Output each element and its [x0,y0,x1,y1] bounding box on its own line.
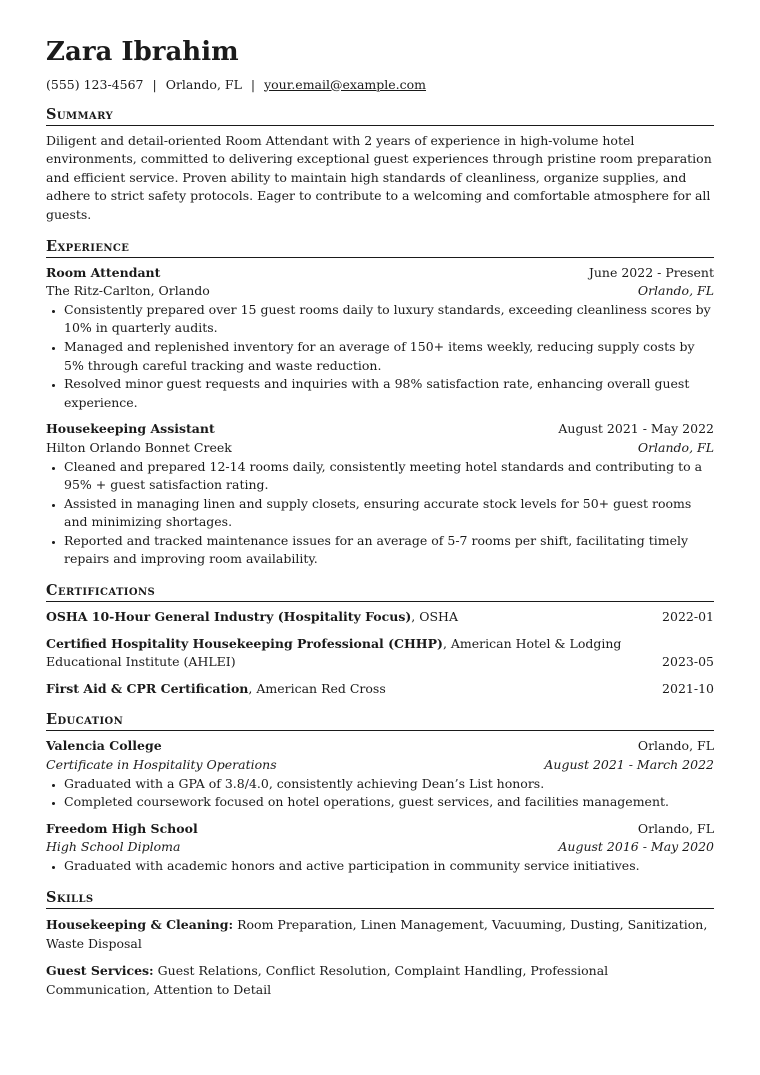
job-bullets [46,301,714,413]
school-name: Valencia College [46,738,162,754]
skill-category: Housekeeping & Cleaning: [46,916,234,932]
job-location: Orlando, FL [637,439,714,455]
job-role: Housekeeping Assistant [46,421,215,437]
experience-section [46,238,714,570]
job-dates: August 2021 - May 2022 [558,421,714,437]
location: Orlando, FL [165,76,242,92]
section-heading-skills: Skills [46,889,714,909]
skill-group [46,915,714,953]
contact-line [46,77,714,92]
job-bullets [46,458,714,570]
bullet-item: • Assisted in managing linen and supply closets, ensuring accurate stock levels for 50+ guest rooms and minimizing shortages. [64,495,714,532]
section-heading-experience: Experience [46,238,714,258]
education-section [46,711,714,875]
certification-item [46,635,714,672]
bullet-item: • Completed coursework focused on hotel operations, guest services, and facilities management. [64,793,714,812]
education-bullets [46,775,714,812]
certification-item [46,608,714,627]
school-name: Freedom High School [46,820,198,836]
section-heading-education: Education [46,711,714,731]
separator: | [152,76,157,92]
degree: High School Diploma [46,839,181,855]
education-dates: August 2021 - March 2022 [544,757,714,773]
certification-date: 2021-10 [662,680,714,696]
bullet-item: • Graduated with academic honors and active participation in community service initiatives. [64,857,714,876]
certification-name: Certified Hospitality Housekeeping Professional (CHHP) [46,635,443,651]
certification-date: 2022-01 [662,609,714,625]
job-entry [46,420,714,569]
education-bullets [46,857,714,876]
certifications-section [46,582,714,698]
school-location: Orlando, FL [637,738,714,754]
candidate-name: Zara Ibrahim [46,37,239,67]
phone: (555) 123-4567 [46,76,144,92]
bullet-item: • Managed and replenished inventory for an average of 150+ items weekly, reducing supply costs by 5% through careful tracking and waste reduction. [64,338,714,375]
summary-text: Diligent and detail-oriented Room Attendant with 2 years of experience in high-volume hotel environments, committed to delivering exceptional guest experiences through pristine room preparation and efficient service. Proven ability to maintain high standards of cleanliness, organize supplies, and adhere to strict safety protocols. Eager to contribute to a welcoming and comfortable atmosphere for all guests. [46,132,712,222]
skill-items: Guest Relations, Conflict Resolution, Complaint Handling, Professional Communication, Attention to Detail [46,962,609,997]
skill-category: Guest Services: [46,962,154,978]
separator: | [250,76,256,92]
certification-date: 2023-05 [662,654,714,670]
job-dates: June 2022 - Present [588,264,714,280]
certification-issuer: , American Hotel & Lodging Educational Institute (AHLEI) [46,635,622,670]
skill-items: Room Preparation, Linen Management, Vacuuming, Dusting, Sanitization, Waste Disposal [46,916,708,951]
bullet-item: • Reported and tracked maintenance issues for an average of 5-7 rooms per shift, facilitating timely repairs and improving room availability. [64,532,714,569]
job-company: The Ritz-Carlton, Orlando [46,283,210,299]
skills-section [46,889,714,999]
job-entry [46,264,714,413]
bullet-item: • Consistently prepared over 15 guest rooms daily to luxury standards, exceeding cleanliness scores by 10% in quarterly audits. [64,301,714,338]
certification-item [46,680,714,699]
certification-issuer: , American Red Cross [248,680,386,696]
education-entry [46,737,714,811]
bullet-item: • Cleaned and prepared 12-14 rooms daily, consistently meeting hotel standards and contributing to a 95% + guest satisfaction rating. [64,458,714,495]
degree: Certificate in Hospitality Operations [46,757,277,773]
section-heading-certifications: Certifications [46,582,714,602]
school-location: Orlando, FL [637,820,714,836]
education-entry [46,820,714,876]
bullet-item: • Resolved minor guest requests and inquiries with a 98% satisfaction rate, enhancing overall guest experience. [64,375,714,412]
certification-issuer: , OSHA [411,609,458,625]
email-link[interactable]: your.email@example.com [264,76,427,92]
certification-name: First Aid & CPR Certification [46,680,249,696]
job-role: Room Attendant [46,264,161,280]
job-location: Orlando, FL [637,283,714,299]
certification-name: OSHA 10-Hour General Industry (Hospitality Focus) [46,609,412,625]
bullet-item: • Graduated with a GPA of 3.8/4.0, consistently achieving Dean’s List honors. [64,775,714,794]
section-heading-summary: Summary [46,106,714,126]
job-company: Hilton Orlando Bonnet Creek [46,439,232,455]
education-dates: August 2016 - May 2020 [558,839,714,855]
summary-section [46,106,714,225]
skill-group [46,961,714,999]
